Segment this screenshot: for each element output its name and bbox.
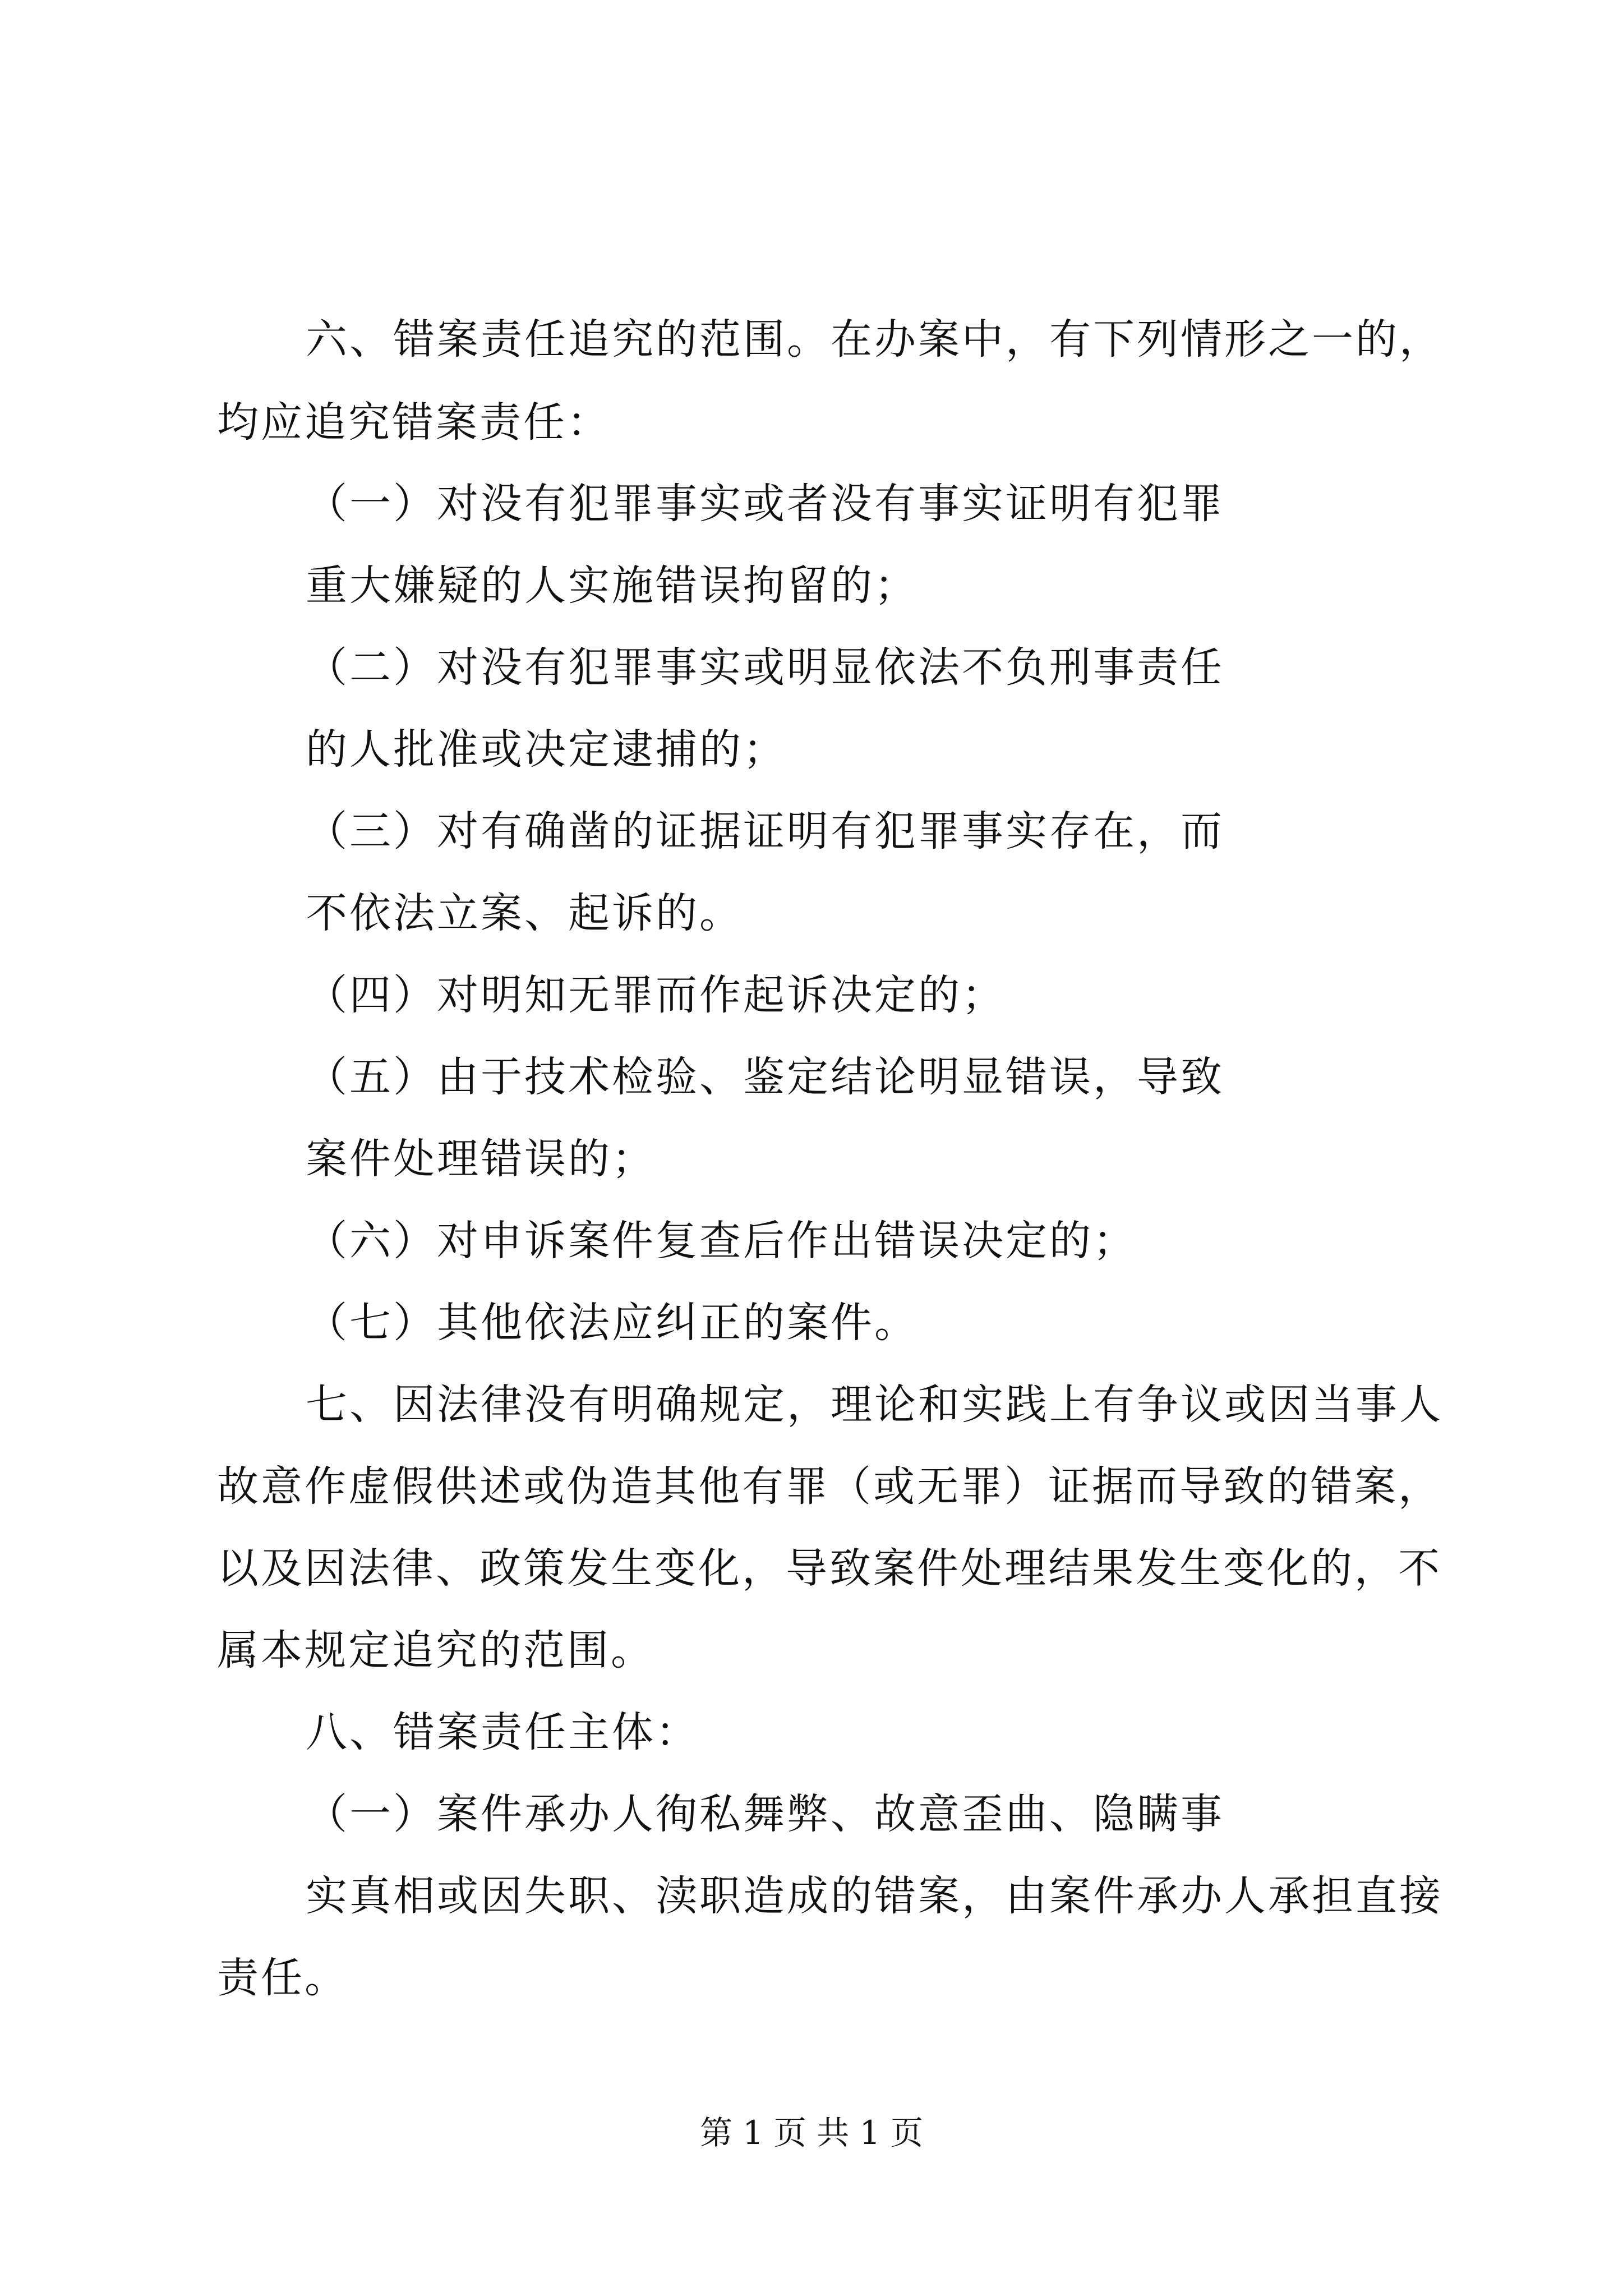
paragraph-line: （三）对有确凿的证据证明有犯罪事实存在，而 [306, 807, 1224, 855]
paragraph-line: （五）由于技术检验、鉴定结论明显错误，导致 [306, 1053, 1224, 1101]
paragraph-line: 实真相或因失职、渎职造成的错案，由案件承办人承担直接 [306, 1872, 1443, 1920]
paragraph-line: （一）对没有犯罪事实或者没有事实证明有犯罪 [306, 480, 1224, 528]
paragraph-line: 八、错案责任主体： [306, 1708, 699, 1756]
paragraph-line: 重大嫌疑的人实施错误拘留的； [306, 562, 918, 610]
paragraph-line: 不依法立案、起诉的。 [306, 889, 743, 937]
paragraph-line: 以及因法律、政策发生变化，导致案件处理结果发生变化的，不 [217, 1544, 1442, 1593]
paragraph-line: 均应追究错案责任： [217, 398, 611, 447]
paragraph-line: 属本规定追究的范围。 [217, 1626, 654, 1674]
paragraph-line: （二）对没有犯罪事实或明显依法不负刑事责任 [306, 643, 1224, 692]
paragraph-line: 的人批准或决定逮捕的； [306, 725, 787, 774]
paragraph-line: （一）案件承办人徇私舞弊、故意歪曲、隐瞒事 [306, 1790, 1224, 1838]
paragraph-line: 六、错案责任追究的范围。在办案中，有下列情形之一的， [306, 315, 1443, 364]
page-footer: 第 1 页 共 1 页 [700, 2114, 923, 2152]
paragraph-line: 七、因法律没有明确规定，理论和实践上有争议或因当事人 [306, 1381, 1443, 1429]
paragraph-line: 故意作虚假供述或伪造其他有罪（或无罪）证据而导致的错案， [217, 1462, 1442, 1511]
paragraph-line: 案件处理错误的； [306, 1135, 656, 1183]
paragraph-line: （四）对明知无罪而作起诉决定的； [306, 971, 1006, 1019]
paragraph-line: 责任。 [217, 1954, 348, 2002]
paragraph-line: （七）其他依法应纠正的案件。 [306, 1299, 918, 1347]
paragraph-line: （六）对申诉案件复查后作出错误决定的； [306, 1217, 1137, 1265]
